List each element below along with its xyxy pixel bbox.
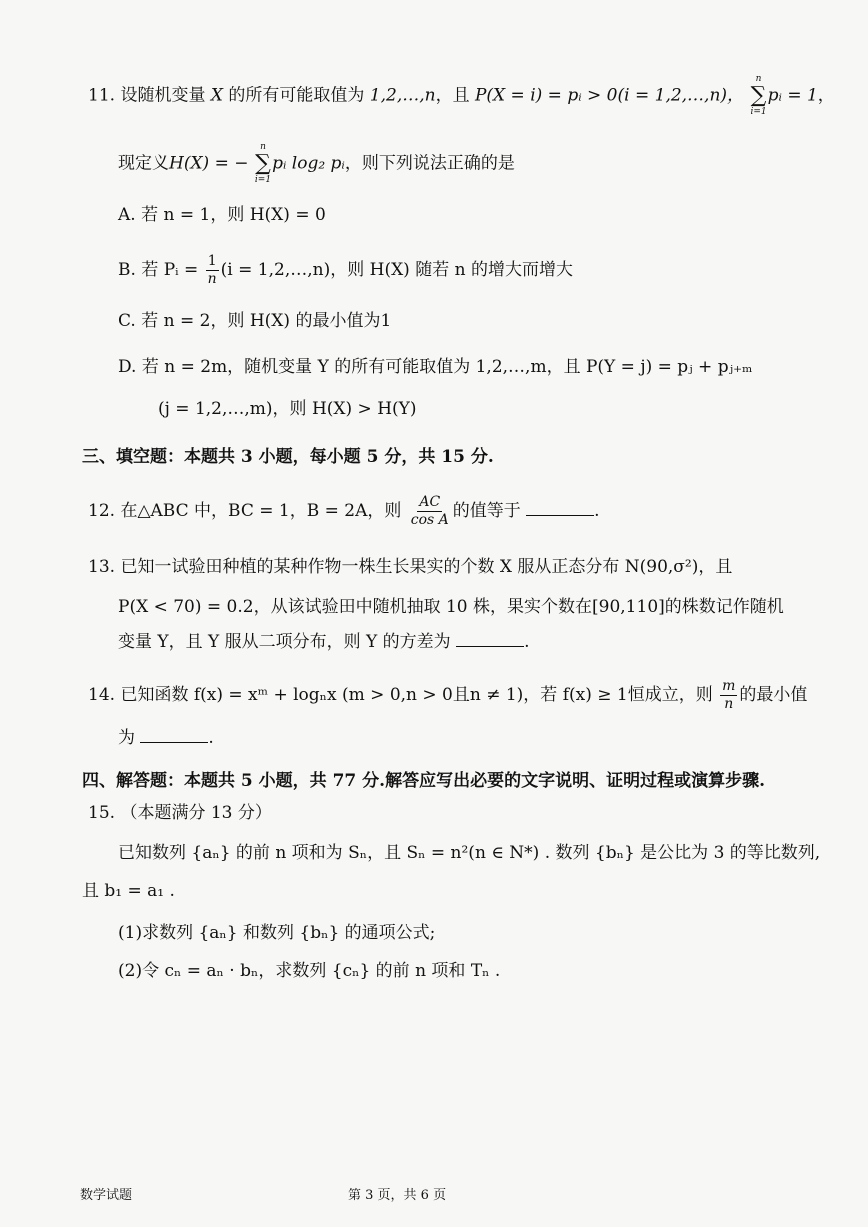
section-3-heading: 三、填空题：本题共 3 小题，每小题 5 分，共 15 分. — [82, 447, 494, 467]
answer-blank — [456, 630, 524, 647]
q15-part2: (2)令 cₙ = aₙ · bₙ，求数列 {cₙ} 的前 n 项和 Tₙ . — [118, 961, 501, 981]
q14-line2: 为 . — [118, 728, 214, 748]
footer-page-number: 第 3 页，共 6 页 — [348, 1188, 447, 1203]
q15-line2: 且 b₁ = a₁ . — [82, 881, 175, 901]
fraction: $\frac{m}{n}$ — [722, 678, 736, 712]
q11-option-d-cont: (j = 1,2,…,m)，则 H(X) > H(Y) — [158, 399, 417, 419]
q13-line2: P(X < 70) = 0.2，从该试验田中随机抽取 10 株，果实个数在[90,110]的株数记作随机 — [118, 597, 784, 617]
q11-option-d: D. 若 n = 2m，随机变量 Y 的所有可能取值为 1,2,…,m，且 P(Y = j) = pⱼ + pⱼ₊ₘ — [118, 357, 753, 377]
q11-stem-line1: 11. 设随机变量 X 的所有可能取值为 1,2,…,n，且 P(X = i) = pᵢ > 0(i = 1,2,…,n)， n ∑ i=1 pᵢ = 1， — [88, 74, 835, 117]
fraction: $\frac{AC}{\text{cos A}}$ — [410, 494, 449, 528]
q13-line3: 变量 Y，且 Y 服从二项分布，则 Y 的方差为 . — [118, 632, 530, 652]
q14-line1: 14. 已知函数 f(x) = xᵐ + logₙx (m > 0,n > 0且n ≠ 1)，若 f(x) ≥ 1恒成立，则 $\frac{m}{n}$ 的最小值 — [88, 678, 808, 712]
fraction: $\frac{1}{n}$ — [207, 253, 217, 287]
q15-line1: 已知数列 {aₙ} 的前 n 项和为 Sₙ，且 Sₙ = n²(n ∈ N*) . 数列 {bₙ} 是公比为 3 的等比数列, — [118, 843, 821, 863]
q11-option-c: C. 若 n = 2，则 H(X) 的最小值为1 — [118, 311, 392, 331]
q11-option-b: B. 若 Pᵢ = $\frac{1}{n}$ (i = 1,2,…,n)，则 H(X) 随若 n 的增大而增大 — [118, 253, 573, 287]
summation-symbol: n ∑ i=1 — [254, 142, 272, 185]
q11-number: 11. — [88, 85, 116, 106]
q11-stem-line2: 现定义H(X) = − n ∑ i=1 pᵢ log₂ pᵢ，则下列说法正确的是 — [118, 142, 515, 185]
answer-blank — [526, 499, 594, 516]
q13-line1: 13. 已知一试验田种植的某种作物一株生长果实的个数 X 服从正态分布 N(90,σ²)，且 — [88, 557, 733, 577]
footer-subject: 数学试题 — [80, 1188, 133, 1203]
q12: 12. 在△ABC 中，BC = 1，B = 2A，则 $\frac{AC}{\text{cos A}}$ 的值等于 . — [88, 494, 600, 528]
section-4-heading: 四、解答题：本题共 5 小题，共 77 分.解答应写出必要的文字说明、证明过程或演算步骤. — [82, 771, 765, 791]
q15-part1: (1)求数列 {aₙ} 和数列 {bₙ} 的通项公式; — [118, 923, 436, 943]
answer-blank — [140, 726, 208, 743]
q11-option-a: A. 若 n = 1，则 H(X) = 0 — [118, 205, 326, 225]
summation-symbol: n ∑ i=1 — [750, 74, 767, 117]
q15-header: 15. （本题满分 13 分） — [88, 803, 272, 823]
